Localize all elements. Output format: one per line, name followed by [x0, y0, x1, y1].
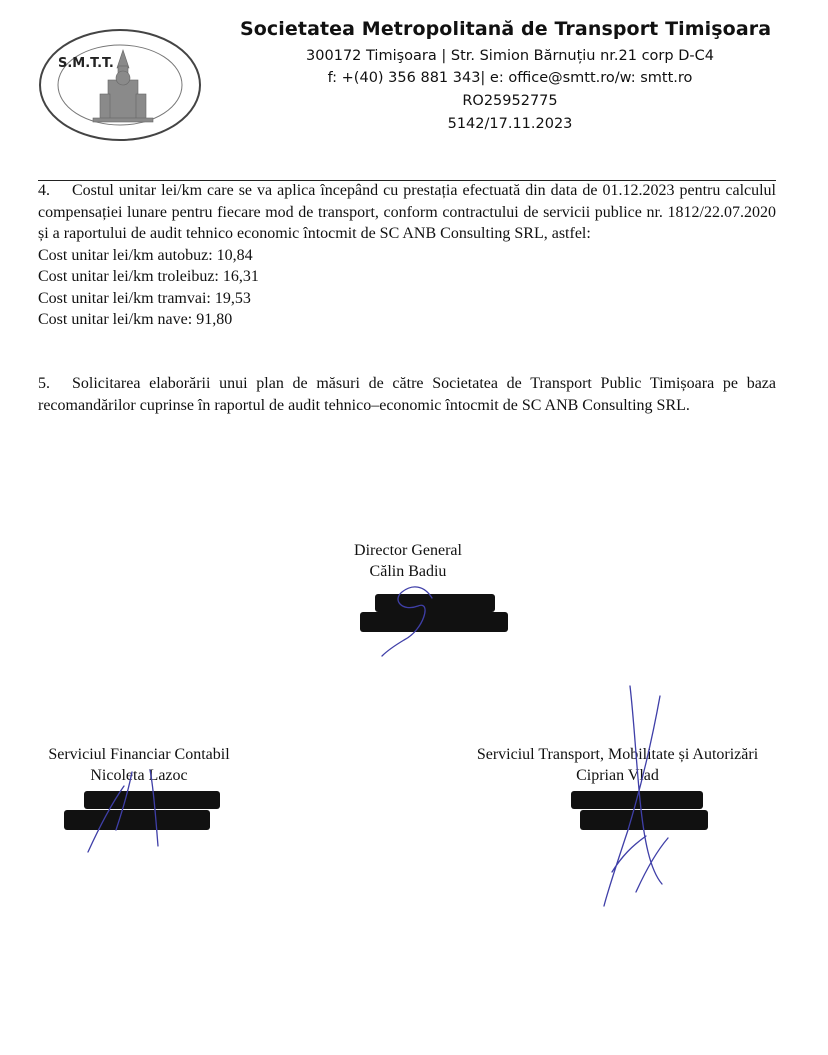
fiscal-code: RO25952775 — [462, 93, 558, 109]
transport-signature-block — [455, 744, 780, 786]
finance-name: Nicoleta Lazoc — [90, 767, 188, 784]
redaction-box — [571, 791, 703, 809]
cost-tramvai: Cost unitar lei/km tramvai: 19,53 — [38, 289, 251, 307]
item-4 — [38, 180, 776, 331]
organization-contact: f: +(40) 356 881 343| e: office@smtt.ro/w: smtt.ro — [327, 70, 693, 86]
organization-name: Societatea Metropolitană de Transport Timişoara — [240, 18, 772, 40]
cost-troleibuz: Cost unitar lei/km troleibuz: 16,31 — [38, 268, 259, 285]
organization-address: 300172 Timişoara | Str. Simion Bărnuțiu nr.21 corp D-C4 — [306, 48, 714, 64]
smtt-logo — [38, 28, 202, 142]
logo-abbr: S.M.T.T. — [58, 56, 114, 71]
redaction-box — [84, 791, 220, 809]
item-4-number: 4. — [38, 182, 50, 199]
item-4-text: Costul unitar lei/km care se va aplica începând cu prestația efectuată din data de 01.12.2023 pentru calculul compensației lunare pentru fiecare mod de transport, conform contractului de servicii publice nr. 1812/22.07.2020 și a raportului de audit tehnico economic întocmit de SC ANB Consulting SRL, astfel: — [38, 182, 776, 242]
redaction-box — [375, 594, 495, 612]
redaction-box — [360, 612, 508, 632]
transport-name: Ciprian Vlad — [576, 767, 659, 784]
registration-number: 5142/17.11.2023 — [447, 116, 573, 132]
director-name: Călin Badiu — [369, 563, 447, 580]
finance-role: Serviciul Financiar Contabil — [48, 746, 230, 763]
redaction-box — [580, 810, 708, 830]
item-5-text: Solicitarea elaborării unui plan de măsuri de către Societatea de Transport Public Timișoara pe baza recomandărilor cuprinse în raportul de audit tehnico–economic întocmit de SC ANB Consulting SRL. — [38, 375, 776, 414]
transport-role: Serviciul Transport, Mobilitate și Autorizări — [476, 746, 759, 763]
director-signature-block — [300, 540, 516, 582]
director-role: Director General — [354, 542, 462, 559]
finance-signature-block — [28, 744, 250, 786]
cost-nave: Cost unitar lei/km nave: 91,80 — [38, 311, 233, 328]
item-5 — [38, 373, 776, 416]
cost-autobuz: Cost unitar lei/km autobuz: 10,84 — [38, 246, 253, 264]
item-5-number: 5. — [38, 375, 50, 392]
redaction-box — [64, 810, 210, 830]
